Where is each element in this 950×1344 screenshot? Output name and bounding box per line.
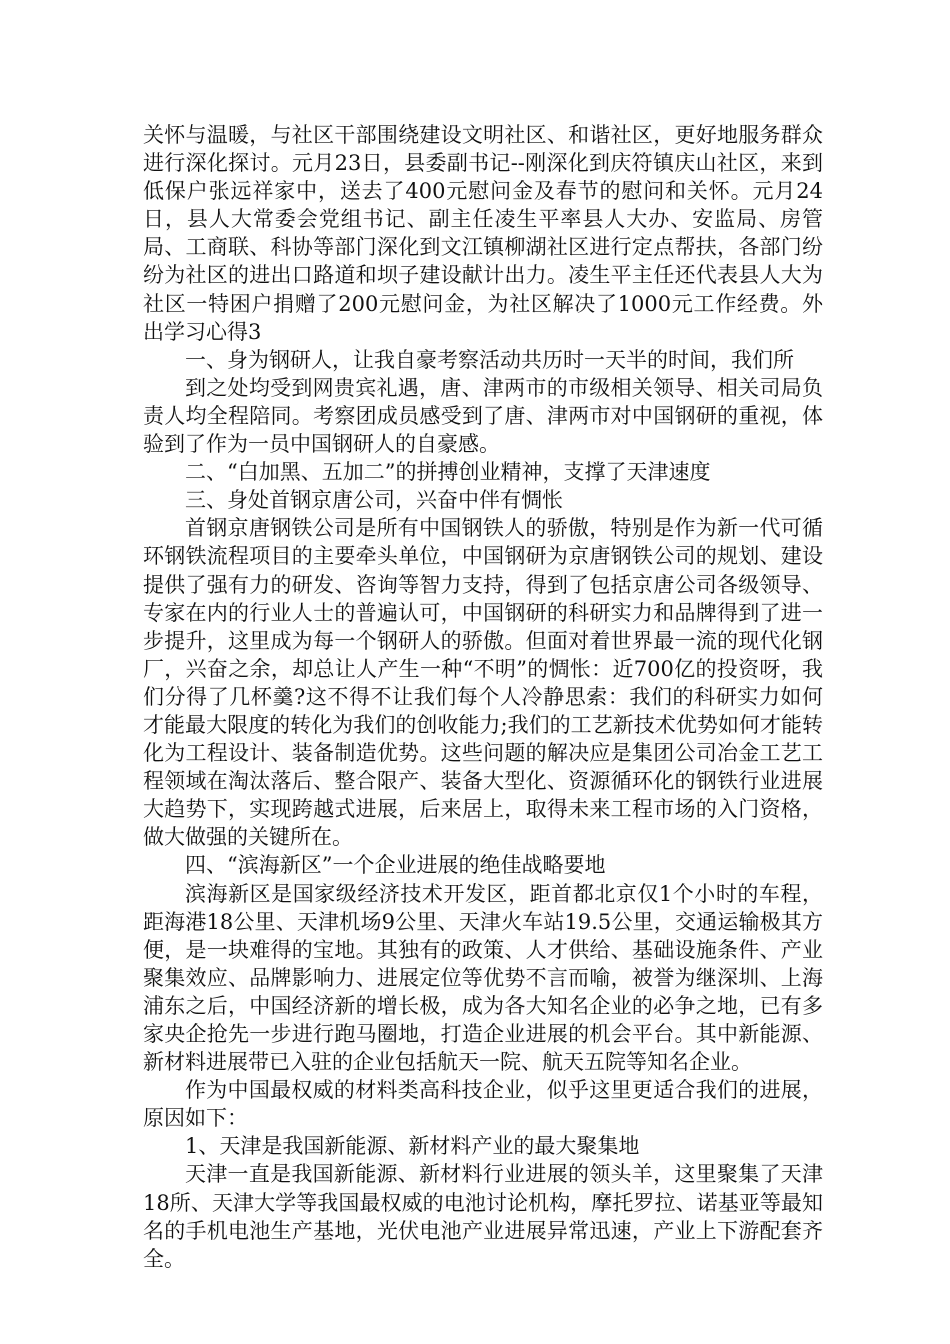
paragraph-1: 关怀与温暖，与社区干部围绕建设文明社区、和谐社区，更好地服务群众进行深化探讨。元月23日，县委副书记--刚深化到庆符镇庆山社区，来到低保户张远祥家中，送去了400元慰问金及春节的慰问和关怀。元月24日，县人大常委会党组书记、副主任凌生平率县人大办、安监局、房管局、工商联、科协等部门深化到文江镇柳湖社区进行定点帮扶，各部门纷纷为社区的进出口路道和坝子建设献计出力。凌生平主任还代表县人大为社区一特困户捐赠了200元慰问金，为社区解决了1000元工作经费。外出学习心得3 (143, 123, 823, 344)
subheading-1: 1、天津是我国新能源、新材料产业的最大聚集地 (185, 1134, 640, 1159)
heading-2: 二、“白加黑、五加二”的拼搏创业精神，支撑了天津速度 (185, 460, 711, 485)
paragraph-8: 滨海新区是国家级经济技术开发区，距首都北京仅1个小时的车程，距海港18公里、天津机场9公里、天津火车站19.5公里，交通运输极其方便，是一块难得的宝地。其独有的政策、人才供给、基础设施条件、产业聚集效应、品牌影响力、进展定位等优势不言而喻，被誉为继深圳、上海浦东之后，中国经济新的增长极，成为各大知名企业的必争之地，已有多家央企抢先一步进行跑马圈地，打造企业进展的机会平台。其中新能源、新材料进展带已入驻的企业包括航天一院、航天五院等知名企业。 (143, 881, 823, 1075)
paragraph-11: 天津一直是我国新能源、新材料行业进展的领头羊，这里聚集了天津18所、天津大学等我国最权威的电池讨论机构，摩托罗拉、诺基亚等最知名的手机电池生产基地，光伏电池产业进展异常迅速，产业上下游配套齐全。 (143, 1162, 823, 1271)
paragraph-3: 到之处均受到网贵宾礼遇，唐、津两市的市级相关领导、相关司局负责人均全程陪同。考察团成员感受到了唐、津两市对中国钢研的重视，体验到了作为一员中国钢研人的自豪感。 (143, 375, 823, 457)
document-page (143, 121, 823, 1273)
paragraph-9: 作为中国最权威的材料类高科技企业，似乎这里更适合我们的进展，原因如下： (143, 1078, 823, 1131)
paragraph-6: 首钢京唐钢铁公司是所有中国钢铁人的骄傲，特别是作为新一代可循环钢铁流程项目的主要牵头单位，中国钢研为京唐钢铁公司的规划、建设提供了强有力的研发、咨询等智力支持，得到了包括京唐公司各级领导、专家在内的行业人士的普遍认可，中国钢研的科研实力和品牌得到了进一步提升，这里成为每一个钢研人的骄傲。但面对着世界最一流的现代化钢厂，兴奋之余，却总让人产生一种“不明”的惆怅：近700亿的投资呀，我们分得了几杯羹?这不得不让我们每个人冷静思索：我们的科研实力如何才能最大限度的转化为我们的创收能力;我们的工艺新技术优势如何才能转化为工程设计、装备制造优势。这些问题的解决应是集团公司冶金工艺工程领域在淘汰落后、整合限产、装备大型化、资源循环化的钢铁行业进展大趋势下，实现跨越式进展，后来居上，取得未来工程市场的入门资格，做大做强的关键所在。 (143, 516, 823, 850)
heading-4: 四、“滨海新区”一个企业进展的绝佳战略要地 (185, 853, 606, 878)
heading-3: 三、身处首钢京唐公司，兴奋中伴有惆怅 (185, 488, 563, 513)
paragraph-2: 一、身为钢研人，让我自豪考察活动共历时一天半的时间，我们所 (185, 347, 794, 372)
